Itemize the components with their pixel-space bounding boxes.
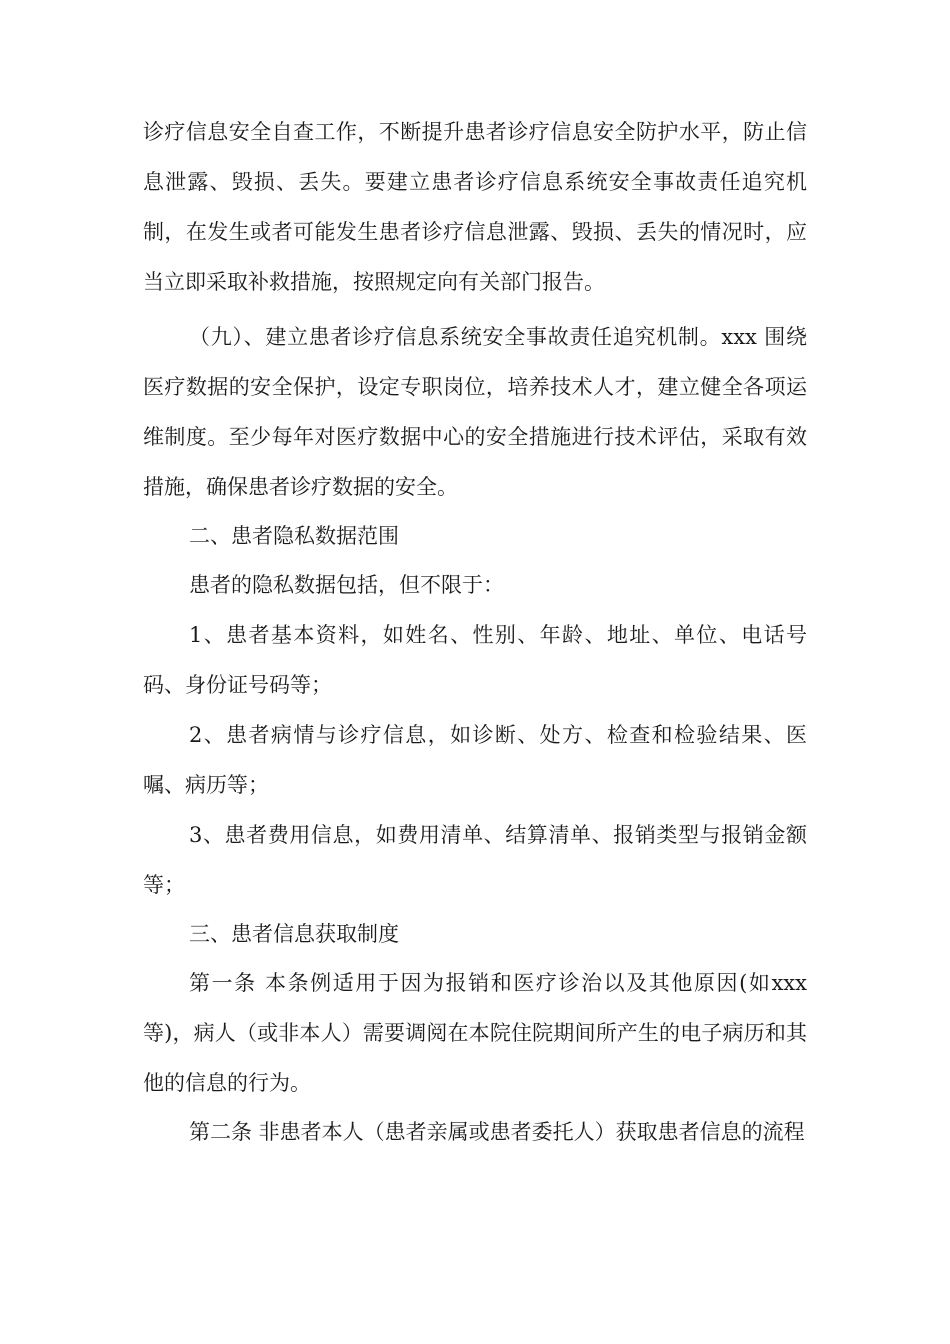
section-heading-privacy-scope: 二、患者隐私数据范围 (189, 524, 399, 548)
paragraph-privacy-intro: 患者的隐私数据包括，但不限于： (189, 573, 504, 597)
list-item-cost-info: 3、患者费用信息，如费用清单、结算清单、报销类型与报销金额等； (143, 823, 807, 897)
paragraph-security-self-check: 诊疗信息安全自查工作，不断提升患者诊疗信息安全防护水平，防止信息泄露、毁损、丢失。要建立患者诊疗信息系统安全事故责任追究机制，在发生或者可能发生患者诊疗信息泄露、毁损、丢失的情况时，应当立即采取补救措施，按照规定向有关部门报告。 (143, 120, 807, 294)
article-two: 第二条 非患者本人（患者亲属或患者委托人）获取患者信息的流程 (189, 1120, 805, 1144)
list-item-basic-info: 1、患者基本资料，如姓名、性别、年龄、地址、单位、电话号码、身份证号码等； (143, 623, 807, 697)
section-heading-info-access: 三、患者信息获取制度 (189, 922, 399, 946)
paragraph-accountability-mechanism: （九）、建立患者诊疗信息系统安全事故责任追究机制。xxx 围绕医疗数据的安全保护，设定专职岗位，培养技术人才，建立健全各项运维制度。至少每年对医疗数据中心的安全措施进行技术评估，采取有效措施，确保患者诊疗数据的安全。 (143, 325, 807, 499)
article-one: 第一条 本条例适用于因为报销和医疗诊治以及其他原因(如xxx等)，病人（或非本人）需要调阅在本院住院期间所产生的电子病历和其他的信息的行为。 (143, 971, 807, 1095)
list-item-medical-info: 2、患者病情与诊疗信息，如诊断、处方、检查和检验结果、医嘱、病历等； (143, 723, 807, 797)
